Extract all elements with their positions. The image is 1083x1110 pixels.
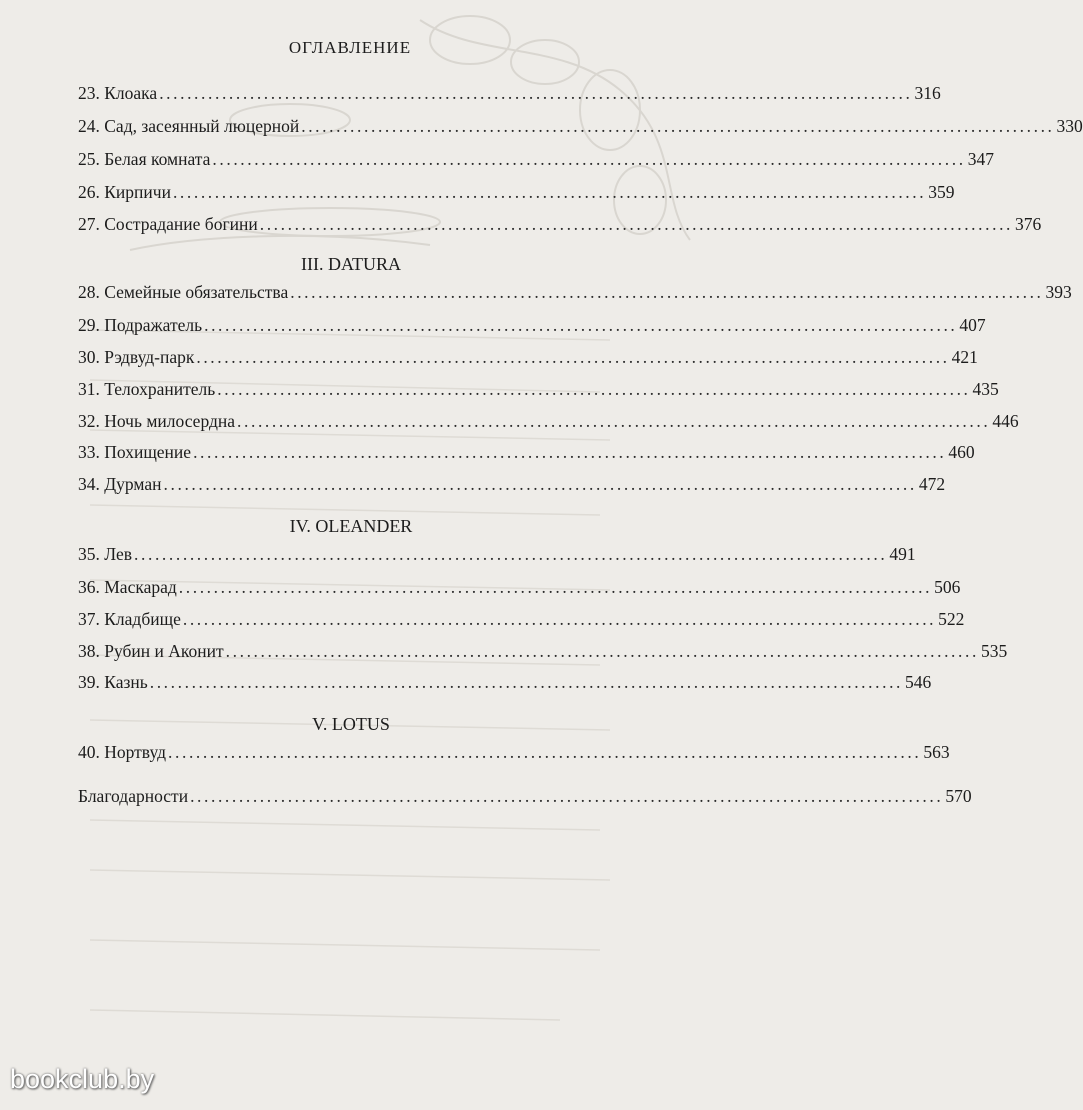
toc-entry-page: 316 (914, 83, 941, 103)
leader-dots: ............................................................................................................ (163, 474, 917, 494)
toc-entry (78, 343, 978, 371)
toc-entry-title: 29. Подражатель (78, 315, 203, 335)
leader-dots: ............................................................................................................ (301, 116, 1055, 136)
toc-entry-title: 24. Сад, засеянный люцерной (78, 116, 300, 136)
leader-dots: ............................................................................................................ (149, 672, 904, 692)
toc-entry (78, 79, 941, 107)
toc-entry-page: 393 (1045, 282, 1072, 302)
toc-entry-page: 546 (905, 672, 932, 692)
toc-entry-page: 570 (945, 786, 972, 806)
part-heading: V. LOTUS (312, 714, 390, 734)
part-heading: III. DATURA (301, 254, 401, 274)
leader-dots: ............................................................................................................ (172, 182, 927, 202)
toc-entry-title: 26. Кирпичи (78, 182, 171, 202)
toc-entry-title: 38. Рубин и Аконит (78, 641, 224, 661)
toc-entry (78, 540, 916, 568)
leader-dots: ............................................................................................................ (134, 544, 888, 564)
leader-dots: ............................................................................................................ (217, 379, 971, 399)
part-heading: IV. OLEANDER (289, 516, 413, 536)
toc-entry-title: 40. Нортвуд (78, 742, 167, 762)
site-watermark: bookclub.by (10, 1064, 155, 1094)
toc-entry (78, 311, 986, 339)
toc-entry-page: 563 (923, 742, 950, 762)
toc-entry-page: 522 (938, 609, 965, 629)
leader-dots: ............................................................................................................ (190, 786, 944, 806)
toc-entry (78, 112, 1083, 140)
toc-entry-title: 34. Дурман (78, 474, 162, 494)
toc-entry-page: 359 (928, 182, 955, 202)
toc-entry (78, 407, 1019, 435)
toc-entry (78, 668, 932, 696)
toc-entry-page: 347 (967, 149, 994, 169)
toc-entry-title: 25. Белая комната (78, 149, 211, 169)
leader-dots: ............................................................................................................ (259, 214, 1014, 234)
toc-entry-acknowledgements (78, 782, 972, 810)
toc-entry-page: 376 (1015, 214, 1042, 234)
toc-entry-title: 33. Похищение (78, 442, 192, 462)
leader-dots: ............................................................................................................ (212, 149, 966, 169)
toc-entry-page: 435 (972, 379, 999, 399)
toc-entry-title: 27. Сострадание богини (78, 214, 258, 234)
toc-entry (78, 145, 994, 173)
leader-dots: ............................................................................................................ (196, 347, 950, 367)
toc-entry-title: 31. Телохранитель (78, 379, 216, 399)
toc-entry (78, 738, 950, 766)
toc-entry-page: 491 (889, 544, 916, 564)
toc-entry-title: 39. Казнь (78, 672, 148, 692)
leader-dots: ............................................................................................................ (159, 83, 913, 103)
leader-dots: ............................................................................................................ (204, 315, 958, 335)
toc-entry (78, 637, 1008, 665)
toc-entry-title: 32. Ночь милосердна (78, 411, 236, 431)
toc-entry-page: 421 (951, 347, 978, 367)
toc-entry-title: Благодарности (78, 786, 189, 806)
toc-entry (78, 210, 1042, 238)
toc-entry (78, 375, 999, 403)
toc-entry (78, 278, 1072, 306)
toc-entry (78, 605, 965, 633)
toc-entry-page: 535 (980, 641, 1008, 661)
toc-entry-title: 37. Кладбище (78, 609, 181, 629)
toc-entry-page: 460 (948, 442, 975, 462)
toc-entry (78, 178, 955, 206)
toc-entry-page: 407 (959, 315, 986, 335)
leader-dots: ............................................................................................................ (182, 609, 937, 629)
page-title: ОГЛАВЛЕНИЕ (288, 38, 412, 57)
leader-dots: ............................................................................................................ (178, 577, 933, 597)
toc-entry-title: 28. Семейные обязательства (78, 282, 289, 302)
leader-dots: ............................................................................................................ (168, 742, 922, 762)
toc-entry-page: 446 (992, 411, 1019, 431)
leader-dots: ............................................................................................................ (237, 411, 991, 431)
toc-entry-page: 472 (918, 474, 946, 494)
toc-entry (78, 438, 975, 466)
toc-entry (78, 573, 961, 601)
toc-entry-page: 330 (1056, 116, 1083, 136)
toc-entry (78, 470, 946, 498)
toc-entry-title: 36. Маскарад (78, 577, 177, 597)
leader-dots: ............................................................................................................ (290, 282, 1044, 302)
toc-entry-title: 23. Клоака (78, 83, 158, 103)
leader-dots: ............................................................................................................ (193, 442, 947, 462)
toc-entry-title: 35. Лев (78, 544, 133, 564)
toc-entry-page: 506 (934, 577, 961, 597)
toc-entry-title: 30. Рэдвуд-парк (78, 347, 195, 367)
leader-dots: ............................................................................................................ (225, 641, 979, 661)
